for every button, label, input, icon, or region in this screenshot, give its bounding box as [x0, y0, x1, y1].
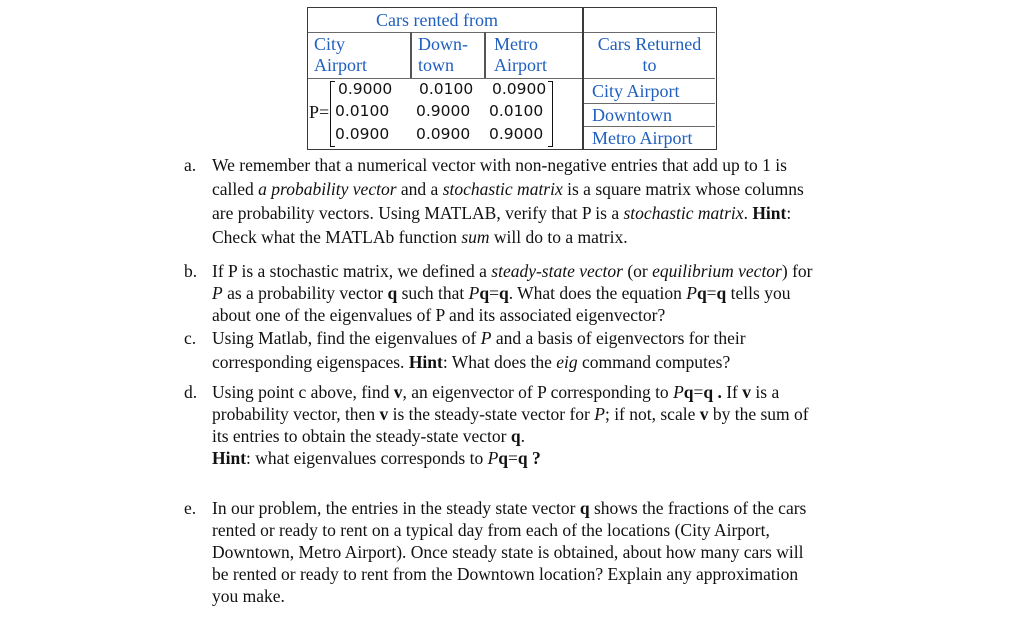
- text-run: shows the fractions of the cars: [589, 498, 807, 518]
- matrix-cell: 0.0900: [492, 80, 547, 98]
- matrix-cell: 0.0100: [419, 80, 474, 98]
- text-line: [212, 518, 912, 540]
- text-run: be rented or ready to rent from the Downtown location? Explain any approximation: [212, 564, 799, 584]
- text-line: [212, 562, 912, 584]
- text-run: is a: [751, 382, 780, 402]
- text-line: [212, 540, 912, 562]
- italic-text: P: [686, 283, 697, 303]
- italic-text: P: [480, 328, 492, 348]
- bold-text: q: [683, 382, 694, 402]
- text-run: In our problem, the entries in the steady state vector: [212, 498, 580, 518]
- text-line: [212, 303, 912, 325]
- text-line: [212, 177, 912, 201]
- text-run: and a: [396, 179, 443, 199]
- italic-text: P: [487, 448, 499, 468]
- question-text: [212, 259, 912, 325]
- italic-text: P: [673, 382, 684, 402]
- bold-text: q: [579, 498, 590, 518]
- text-run: Using point c above, find: [212, 382, 394, 402]
- table-divider: [308, 32, 715, 33]
- bold-text: q: [703, 382, 714, 402]
- text-run: . What does the equation: [508, 283, 687, 303]
- text-run: as a probability vector: [222, 283, 388, 303]
- matrix-right-bracket: [548, 81, 553, 147]
- text-run: command computes?: [577, 352, 731, 372]
- text-run: =: [693, 382, 704, 402]
- text-run: : What does the: [442, 352, 557, 372]
- text-run: by the sum of: [708, 404, 809, 424]
- text-run: you make.: [212, 586, 285, 606]
- group-header: Cars rented from: [376, 10, 498, 30]
- bold-text: q: [517, 448, 528, 468]
- question-label: d.: [184, 382, 198, 402]
- returned-header: Cars Returned to: [597, 34, 702, 75]
- column-header-metro-airport: Metro Airport: [494, 34, 547, 75]
- text-run: =: [508, 448, 518, 468]
- question-text: [212, 496, 912, 606]
- text-run: corresponding eigenspaces.: [212, 352, 409, 372]
- table-divider: [582, 8, 584, 149]
- italic-text: stochastic matrix: [623, 203, 744, 223]
- text-line: [212, 380, 912, 402]
- text-run: ) for: [781, 261, 813, 281]
- text-run: =: [706, 283, 717, 303]
- bold-text: ?: [527, 448, 541, 468]
- text-run: :: [786, 203, 792, 223]
- bold-text: q: [696, 283, 707, 303]
- column-header-downtown: Down- town: [418, 34, 468, 75]
- text-run: and a basis of eigenvectors for their: [491, 328, 746, 348]
- question-label: c.: [184, 328, 197, 348]
- table-divider: [582, 103, 715, 104]
- bold-text: q: [479, 283, 490, 303]
- bold-text: v: [379, 404, 389, 424]
- text-run: about one of the eigenvalues of P and its associated eigenvector?: [212, 305, 666, 325]
- text-line: [212, 225, 912, 249]
- bold-text: q: [387, 283, 398, 303]
- table-divider: [410, 32, 412, 78]
- italic-text: P: [594, 404, 605, 424]
- bold-text: Hint: [408, 352, 443, 372]
- row-label-downtown: Downtown: [592, 105, 672, 125]
- question-text: [212, 153, 912, 249]
- matrix-cell: 0.0900: [416, 125, 471, 143]
- text-run: (or: [622, 261, 653, 281]
- text-line: [212, 153, 912, 177]
- table-divider: [484, 32, 486, 78]
- text-line: [212, 496, 912, 518]
- matrix-cell: 0.9000: [416, 102, 471, 120]
- text-line: [212, 402, 912, 424]
- question-label: e.: [184, 498, 197, 518]
- text-line: [212, 446, 912, 468]
- row-label-city-airport: City Airport: [592, 81, 680, 101]
- matrix-label: P=: [309, 102, 330, 122]
- column-header-city-airport: City Airport: [314, 34, 367, 75]
- text-run: ; if not, scale: [604, 404, 700, 424]
- text-line: [212, 424, 912, 446]
- matrix-cell: 0.0100: [335, 102, 390, 120]
- italic-text: eig: [556, 352, 578, 372]
- italic-text: stochastic matrix: [442, 179, 563, 199]
- italic-text: P: [212, 283, 223, 303]
- bold-text: v: [393, 382, 403, 402]
- text-run: .: [520, 426, 525, 446]
- matrix-cell: 0.0900: [335, 125, 390, 143]
- text-run: Check what the MATLAb function: [212, 227, 462, 247]
- bold-text: v: [742, 382, 752, 402]
- text-run: rented or ready to rent on a typical day from each of the locations (City Airport,: [212, 520, 770, 540]
- italic-text: steady-state vector: [491, 261, 623, 281]
- text-run: We remember that a numerical vector with non-negative entries that add up to 1 is: [212, 155, 787, 175]
- text-run: tells you: [726, 283, 791, 303]
- question-text: [212, 380, 912, 468]
- text-line: [212, 201, 912, 225]
- text-run: =: [489, 283, 499, 303]
- italic-text: a probability vector: [258, 179, 397, 199]
- question-label: a.: [184, 155, 197, 175]
- text-line: [212, 281, 912, 303]
- bold-text: q: [498, 448, 509, 468]
- text-run: Using Matlab, find the eigenvalues of: [212, 328, 481, 348]
- text-run: called: [212, 179, 259, 199]
- text-run: its entries to obtain the steady-state vector: [212, 426, 511, 446]
- bold-text: Hint: [752, 203, 787, 223]
- bold-text: .: [713, 382, 727, 402]
- text-line: [212, 326, 912, 350]
- question-label: b.: [184, 261, 198, 281]
- text-run: probability vector, then: [212, 404, 380, 424]
- text-run: are probability vectors. Using MATLAB, verify that P is a: [212, 203, 624, 223]
- question-text: [212, 326, 912, 374]
- text-line: [212, 350, 912, 374]
- text-run: If P is a stochastic matrix, we defined a: [212, 261, 492, 281]
- bold-text: q: [498, 283, 509, 303]
- italic-text: sum: [461, 227, 490, 247]
- bold-text: Hint: [212, 448, 247, 468]
- text-run: : what eigenvalues corresponds to: [246, 448, 488, 468]
- matrix-cell: 0.9000: [338, 80, 393, 98]
- text-run: If: [726, 382, 743, 402]
- table-divider: [582, 126, 715, 127]
- text-run: such that: [397, 283, 469, 303]
- italic-text: P: [468, 283, 480, 303]
- matrix-cell: 0.0100: [489, 102, 544, 120]
- text-line: [212, 584, 912, 606]
- text-run: .: [743, 203, 753, 223]
- car-rental-table: [307, 7, 717, 150]
- text-run: is the steady-state vector for: [388, 404, 595, 424]
- italic-text: equilibrium vector: [652, 261, 782, 281]
- text-run: will do to a matrix.: [489, 227, 628, 247]
- row-label-metro-airport: Metro Airport: [592, 128, 693, 148]
- matrix-cell: 0.9000: [489, 125, 544, 143]
- bold-text: q: [510, 426, 521, 446]
- text-run: , an eigenvector of P corresponding to: [402, 382, 674, 402]
- bold-text: v: [699, 404, 709, 424]
- bold-text: q: [716, 283, 727, 303]
- text-run: is a square matrix whose columns: [562, 179, 804, 199]
- text-run: Downtown, Metro Airport). Once steady state is obtained, about how many cars will: [212, 542, 804, 562]
- text-line: [212, 259, 912, 281]
